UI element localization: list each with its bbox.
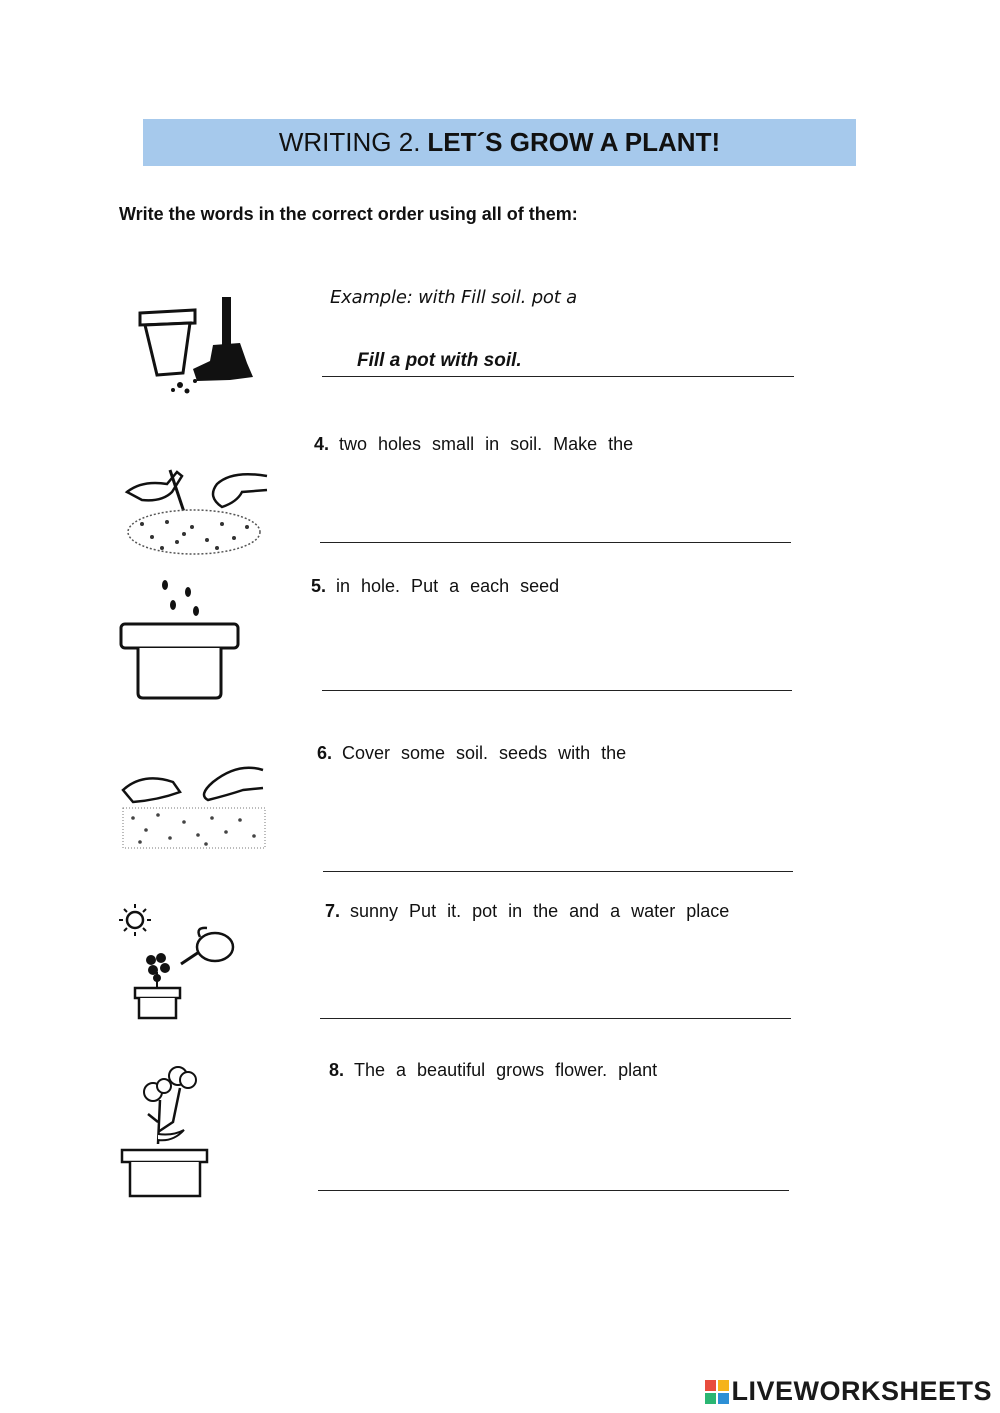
question-8-answer-input[interactable] bbox=[321, 1160, 790, 1190]
question-4 bbox=[314, 434, 633, 455]
question-5-words: in hole. Put a each seed bbox=[336, 576, 560, 596]
example-prompt: Example: with Fill soil. pot a bbox=[330, 287, 577, 308]
hands-making-holes-icon bbox=[122, 462, 272, 560]
title-main: LET´S GROW A PLANT! bbox=[427, 127, 721, 157]
flower-pot-icon bbox=[118, 1062, 213, 1200]
question-6-answer-input[interactable] bbox=[324, 841, 794, 871]
question-4-answer-input[interactable] bbox=[322, 512, 794, 542]
question-5 bbox=[311, 576, 559, 597]
pot-and-trowel-icon bbox=[135, 295, 255, 400]
question-6-words: Cover some soil. seeds with the bbox=[342, 743, 627, 763]
question-6-number: 6. bbox=[317, 743, 333, 763]
question-7 bbox=[325, 901, 729, 922]
question-8-words: The a beautiful grows flower. plant bbox=[354, 1060, 658, 1080]
title-prefix: WRITING 2. bbox=[278, 127, 421, 157]
example-answer: Fill a pot with soil. bbox=[357, 350, 522, 371]
pot-with-seeds-icon bbox=[118, 578, 243, 703]
question-7-answer-line bbox=[320, 1018, 791, 1019]
example-answer-line bbox=[322, 376, 794, 377]
hands-covering-soil-icon bbox=[118, 760, 268, 855]
question-6-answer-line bbox=[323, 871, 793, 872]
question-8-answer-line bbox=[318, 1190, 789, 1191]
question-8-number: 8. bbox=[329, 1060, 345, 1080]
question-4-words: two holes small in soil. Make the bbox=[339, 434, 634, 454]
question-8 bbox=[329, 1060, 657, 1081]
question-6 bbox=[317, 743, 626, 764]
question-5-answer-line bbox=[322, 690, 792, 691]
question-7-words: sunny Put it. pot in the and a water place bbox=[350, 901, 730, 921]
question-4-answer-line bbox=[320, 542, 791, 543]
question-5-answer-input[interactable] bbox=[323, 660, 793, 690]
sun-watering-can-icon bbox=[115, 902, 240, 1024]
liveworksheets-mark-icon bbox=[705, 1380, 729, 1404]
question-7-answer-input[interactable] bbox=[322, 988, 792, 1018]
liveworksheets-logo bbox=[705, 1376, 992, 1407]
question-4-number: 4. bbox=[314, 434, 330, 454]
worksheet-title bbox=[143, 119, 856, 166]
liveworksheets-wordmark: LIVEWORKSHEETS bbox=[731, 1376, 992, 1406]
question-5-number: 5. bbox=[311, 576, 327, 596]
instruction-text: Write the words in the correct order using all of them: bbox=[119, 204, 578, 224]
question-7-number: 7. bbox=[325, 901, 341, 921]
